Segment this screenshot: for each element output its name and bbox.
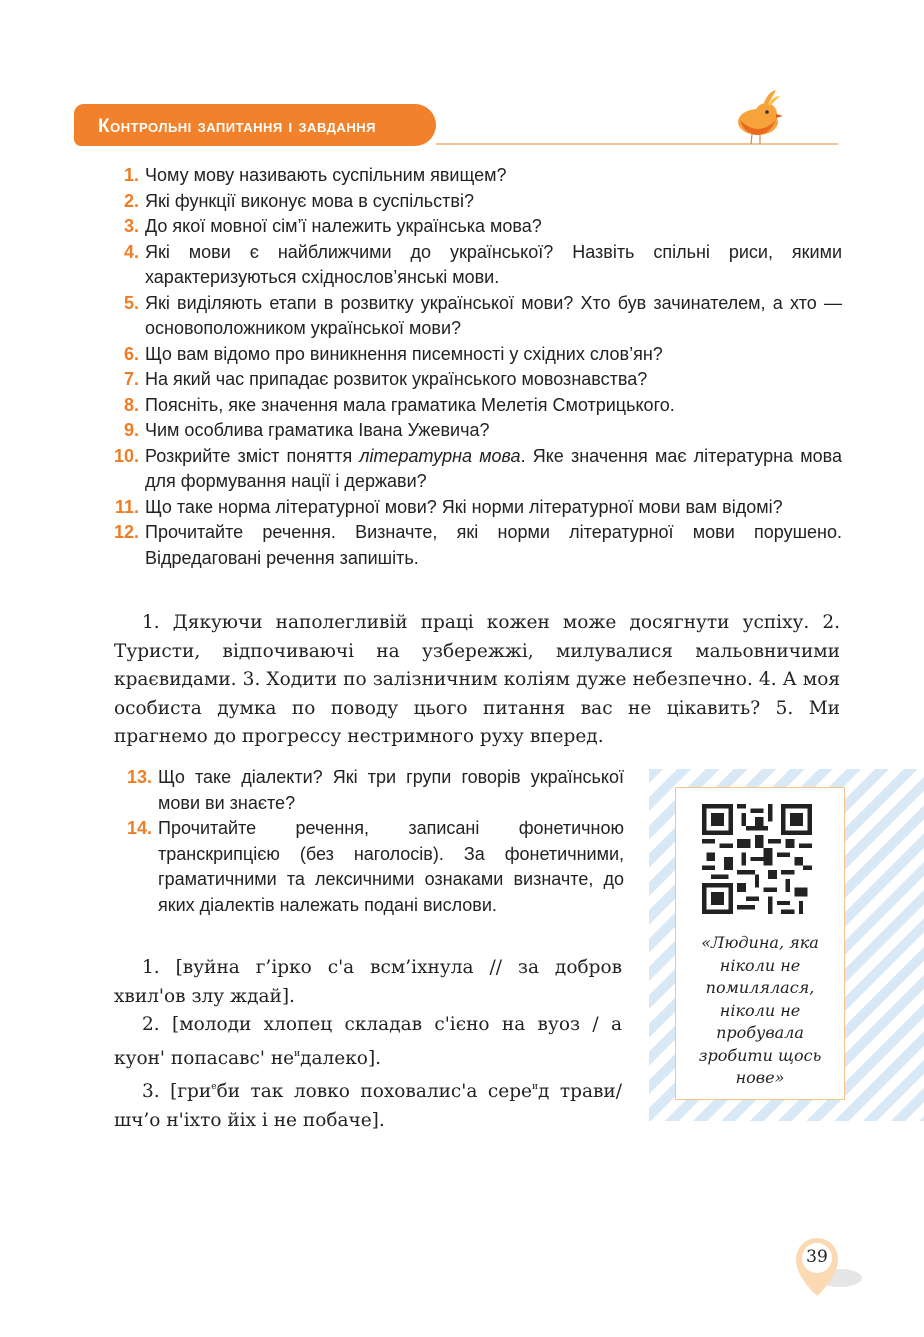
list-item	[100, 495, 842, 521]
list-item	[112, 816, 624, 918]
list-item	[100, 214, 842, 240]
section-title: Контрольні запитання і завдання	[98, 116, 376, 137]
transcription-part: 2. [молоди хлопец складав с'ієно на вуоз / а куон' попасавс' не	[114, 1014, 622, 1069]
list-item	[100, 393, 842, 419]
list-item	[100, 342, 842, 368]
superscript-vowel: е	[211, 1082, 217, 1092]
item-number: 10.	[113, 445, 139, 466]
superscript-vowel: и	[532, 1082, 539, 1092]
transcription-part: д трави/ шч’о н'іхто йіх і не побаче].	[114, 1081, 622, 1131]
page-number: 39	[806, 1247, 828, 1267]
list-item	[100, 291, 842, 342]
item-number: 9.	[123, 420, 139, 440]
item-text: Які функції виконує мова в суспільстві?	[145, 190, 475, 211]
item-text: Що вам відомо про виникнення писемності у східних слов’ян?	[145, 343, 663, 364]
item-number: 1.	[123, 165, 139, 185]
qr-code-icon[interactable]	[702, 804, 812, 914]
item-number: 5.	[123, 292, 139, 313]
item-number: 6.	[123, 343, 139, 364]
dialect-transcriptions	[114, 954, 622, 1135]
list-item	[100, 240, 842, 291]
list-item	[100, 418, 842, 444]
list-item	[112, 765, 624, 816]
item-number: 2.	[123, 190, 139, 211]
transcription-part: далеко].	[300, 1047, 382, 1069]
item-text: Які виділяють етапи в розвитку української мови? Хто був зачинателем, а хто — основоположником української мови?	[145, 292, 842, 338]
question-list-2	[112, 765, 624, 918]
list-item	[100, 444, 842, 495]
item-text: Прочитайте речення, записані фонетичною транскрипцією (без наголосів). За фонетичними, граматичними та лексичними ознаками визначте, до яких діалектів належать подані вислови.	[158, 818, 624, 915]
transcription-part: 3. [гри	[142, 1081, 212, 1102]
item-number: 13.	[126, 767, 152, 787]
transcription-3	[114, 1073, 622, 1135]
list-item	[100, 163, 842, 189]
item-number: 3.	[123, 216, 139, 236]
item-text: Що таке норма літературної мови? Які норми літературної мови вам відомі?	[145, 496, 783, 517]
item-text: На який час припадає розвиток українського мовознавства?	[145, 369, 648, 389]
transcription-2	[114, 1011, 622, 1073]
question-list	[100, 163, 842, 571]
item-text: Що таке діалекти? Які три групи говорів української мови ви знаєте?	[158, 767, 624, 813]
item-text: Чому мову називають суспільним явищем?	[145, 165, 507, 185]
item-text: Які мови є найближчими до української? Назвіть спільні риси, якими характеризуються східнослов’янські мови.	[145, 241, 842, 287]
item-text: Прочитайте речення. Визначте, які норми літературної мови порушено. Відредаговані речення запишіть.	[145, 522, 842, 568]
term-italic: літературна мова	[359, 445, 521, 466]
item-number: 4.	[123, 241, 139, 262]
transcription-part: би так ловко поховалис'а сере	[216, 1081, 533, 1102]
list-item	[100, 520, 842, 571]
item-number: 14.	[126, 818, 152, 838]
quote-text: «Людина, яка ніколи не помилялася, ніколи не пробувала зробити щось нове»	[698, 933, 822, 1087]
item-number: 7.	[123, 369, 139, 389]
list-item	[100, 189, 842, 215]
exercise-sentences	[114, 609, 840, 752]
item-number: 11.	[114, 496, 139, 517]
item-number: 12.	[113, 522, 139, 542]
item-text: Поясніть, яке значення мала граматика Мелетія Смотрицького.	[145, 394, 675, 415]
bird-icon	[730, 86, 786, 146]
superscript-vowel: и	[294, 1048, 301, 1059]
item-text-part: Розкрийте зміст поняття	[145, 445, 360, 466]
transcription-1: 1. [вуйна г’ірко с'а всм’іхнула // за добров хвил'ов злу ждай].	[114, 957, 622, 1007]
item-text: Чим особлива граматика Івана Ужевича?	[145, 420, 490, 440]
list-item	[100, 367, 842, 393]
item-text: До якої мовної сім’ї належить українська мова?	[145, 216, 542, 236]
sentences-text: 1. Дякуючи наполегливій праці кожен може досягнути успіху. 2. Туристи, відпочиваючі на узбережжі, милувалися мальовничими краєвидами. 3. Ходити по залізничним коліям дуже небезпечно. 4. А моя особиста думка по поводу цього питання вас не цікавить? 5. Ми прагнемо до прогрессу нестримного руху вперед.	[114, 612, 840, 747]
item-number: 8.	[123, 394, 139, 415]
item-text	[145, 444, 842, 495]
item-text-part: . Яке значення має літературна мова для формування нації і держави?	[145, 445, 842, 491]
